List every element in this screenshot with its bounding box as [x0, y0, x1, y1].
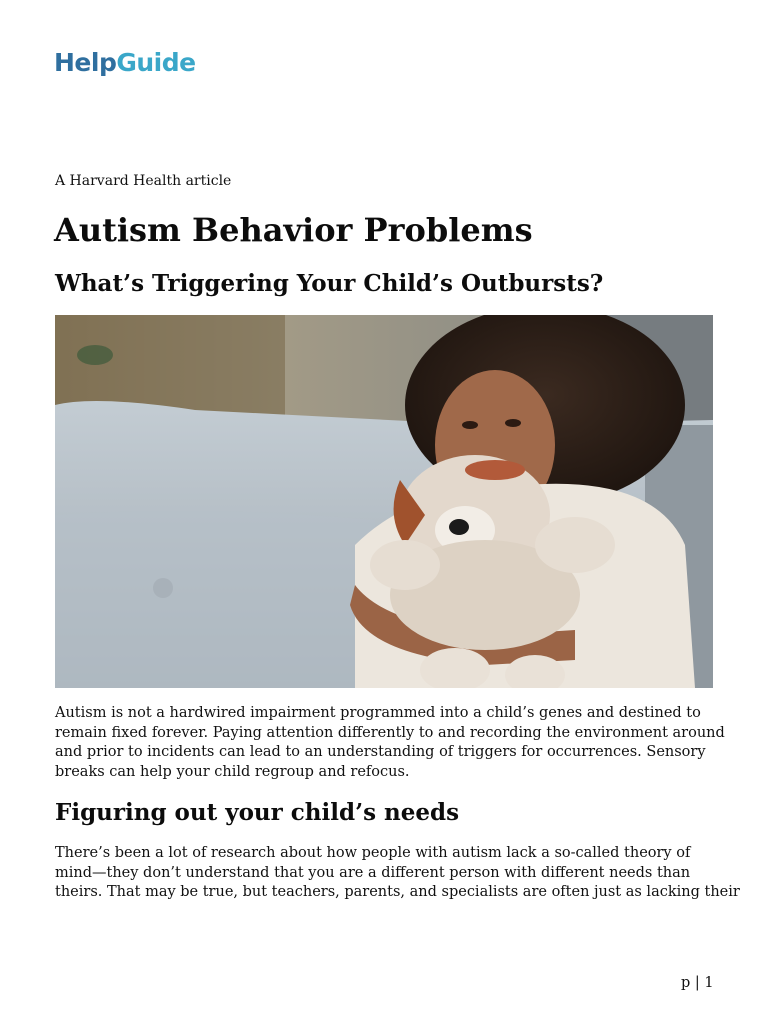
page-number: p | 1	[681, 975, 714, 991]
intro-line: and prior to incidents can lead to an understanding of triggers for occurrences. Sensory	[55, 744, 706, 760]
intro-line: remain fixed forever. Paying attention differently to and recording the environment around	[55, 724, 725, 741]
section-line: theirs. That may be true, but teachers, parents, and specialists are often just as lacking their	[55, 884, 740, 900]
intro-line: Autism is not a hardwired impairment programmed into a child’s genes and destined to	[55, 705, 701, 721]
hero-photo	[55, 315, 713, 688]
logo-text-guide: Guide	[116, 48, 196, 77]
article-kicker: A Harvard Health article	[55, 173, 232, 189]
section-paragraph	[55, 844, 740, 903]
helpguide-logo[interactable]	[54, 46, 196, 80]
page-title: Autism Behavior Problems	[54, 211, 533, 249]
section-heading: Figuring out your child’s needs	[55, 799, 460, 826]
section-line: There’s been a lot of research about how people with autism lack a so-called theory of	[55, 845, 691, 861]
logo-text-help: Help	[54, 48, 117, 77]
page-subtitle: What’s Triggering Your Child’s Outbursts?	[55, 270, 604, 297]
intro-line: breaks can help your child regroup and refocus.	[55, 763, 410, 780]
section-line: mind—they don’t understand that you are a different person with different needs than	[55, 864, 691, 881]
intro-paragraph	[55, 704, 725, 782]
